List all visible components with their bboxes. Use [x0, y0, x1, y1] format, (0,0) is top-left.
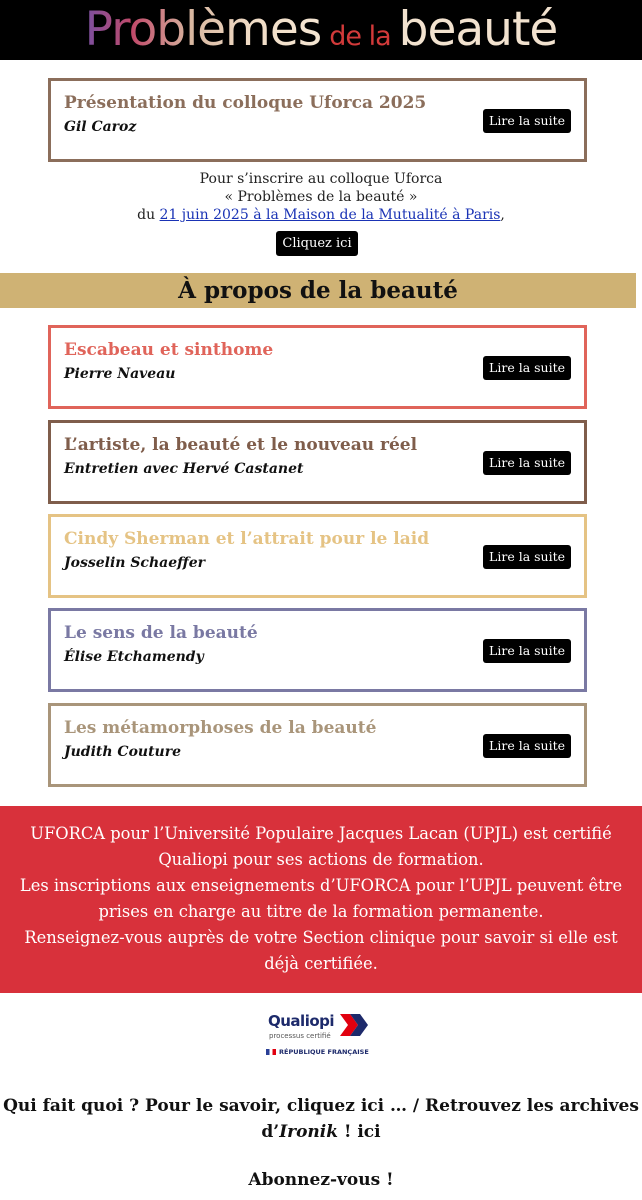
footer-prefix: d’ — [261, 1122, 280, 1142]
qualiopi-line-1: UFORCA pour l’Université Populaire Jacques Lacan (UPJL) est certifié — [30, 824, 612, 843]
featured-article-title[interactable]: Présentation du colloque Uforca 2025 — [64, 93, 427, 113]
ironik-title: Ironik — [279, 1122, 339, 1142]
banner-title-part2: de la — [329, 21, 391, 52]
register-button[interactable]: Cliquez ici — [276, 231, 358, 256]
qualiopi-line-3: Les inscriptions aux enseignements d’UFORCA pour l’UPJL peuvent être — [19, 876, 623, 895]
article-author: Josselin Schaeffer — [64, 555, 205, 571]
article-card — [48, 420, 587, 504]
footer-archives-link[interactable]: ! ici — [338, 1122, 381, 1142]
footer-line-2[interactable] — [0, 1119, 642, 1145]
registration-suffix: , — [500, 207, 505, 223]
registration-text — [0, 170, 642, 224]
event-date-link[interactable]: 21 juin 2025 à la Maison de la Mutualité à Paris — [159, 207, 501, 223]
qualiopi-line-4: prises en charge au titre de la formation permanente. — [98, 902, 544, 921]
section-heading: À propos de la beauté — [0, 273, 636, 308]
qualiopi-line-5: Renseignez-vous auprès de votre Section clinique pour savoir si elle est — [24, 928, 618, 947]
read-more-button[interactable]: Lire la suite — [483, 639, 571, 663]
qualiopi-logo-word: Qualiopi — [268, 1012, 335, 1030]
qualiopi-logo-subtitle: processus certifié — [269, 1032, 331, 1040]
read-more-button[interactable]: Lire la suite — [483, 545, 571, 569]
subscribe-link[interactable]: Abonnez-vous ! — [248, 1170, 394, 1190]
read-more-button[interactable]: Lire la suite — [483, 109, 571, 133]
article-title[interactable]: Le sens de la beauté — [64, 623, 258, 643]
qualiopi-line-6: déjà certifiée. — [264, 954, 378, 973]
read-more-button[interactable]: Lire la suite — [483, 451, 571, 475]
qualiopi-info-box — [0, 806, 642, 993]
article-card — [48, 608, 587, 692]
french-flag-icon — [266, 1049, 276, 1055]
qualiopi-line-2: Qualiopi pour ses actions de formation. — [158, 850, 484, 869]
article-author: Pierre Naveau — [64, 366, 176, 382]
qualiopi-arrows-icon — [340, 1014, 368, 1036]
banner-title-part1: Problèmes — [85, 0, 322, 60]
article-card — [48, 514, 587, 598]
footer-links — [0, 1093, 642, 1145]
republique-francaise-label — [266, 1048, 369, 1056]
article-title[interactable]: Cindy Sherman et l’attrait pour le laid — [64, 529, 430, 549]
article-author: Élise Etchamendy — [64, 649, 204, 665]
article-author: Judith Couture — [64, 744, 182, 760]
qualiopi-logo — [266, 1012, 376, 1062]
article-card — [48, 325, 587, 409]
article-author: Entretien avec Hervé Castanet — [64, 461, 304, 477]
read-more-button[interactable]: Lire la suite — [483, 734, 571, 758]
registration-line-2: « Problèmes de la beauté » — [224, 189, 418, 205]
footer-line-1[interactable]: Qui fait quoi ? Pour le savoir, cliquez ici … / Retrouvez les archives — [3, 1096, 639, 1116]
featured-article-author: Gil Caroz — [64, 119, 137, 135]
registration-line-1: Pour s’inscrire au colloque Uforca — [199, 171, 443, 187]
header-banner — [0, 0, 642, 60]
republique-francaise-text: RÉPUBLIQUE FRANÇAISE — [279, 1048, 369, 1056]
article-title[interactable]: Les métamorphoses de la beauté — [64, 718, 377, 738]
article-title[interactable]: Escabeau et sinthome — [64, 340, 274, 360]
registration-prefix: du — [137, 207, 160, 223]
featured-article-card — [48, 78, 587, 162]
article-card — [48, 703, 587, 787]
article-title[interactable]: L’artiste, la beauté et le nouveau réel — [64, 435, 418, 455]
registration-line-3 — [0, 206, 642, 224]
banner-title-part3: beauté — [398, 2, 558, 57]
read-more-button[interactable]: Lire la suite — [483, 356, 571, 380]
banner-title — [0, 0, 642, 60]
